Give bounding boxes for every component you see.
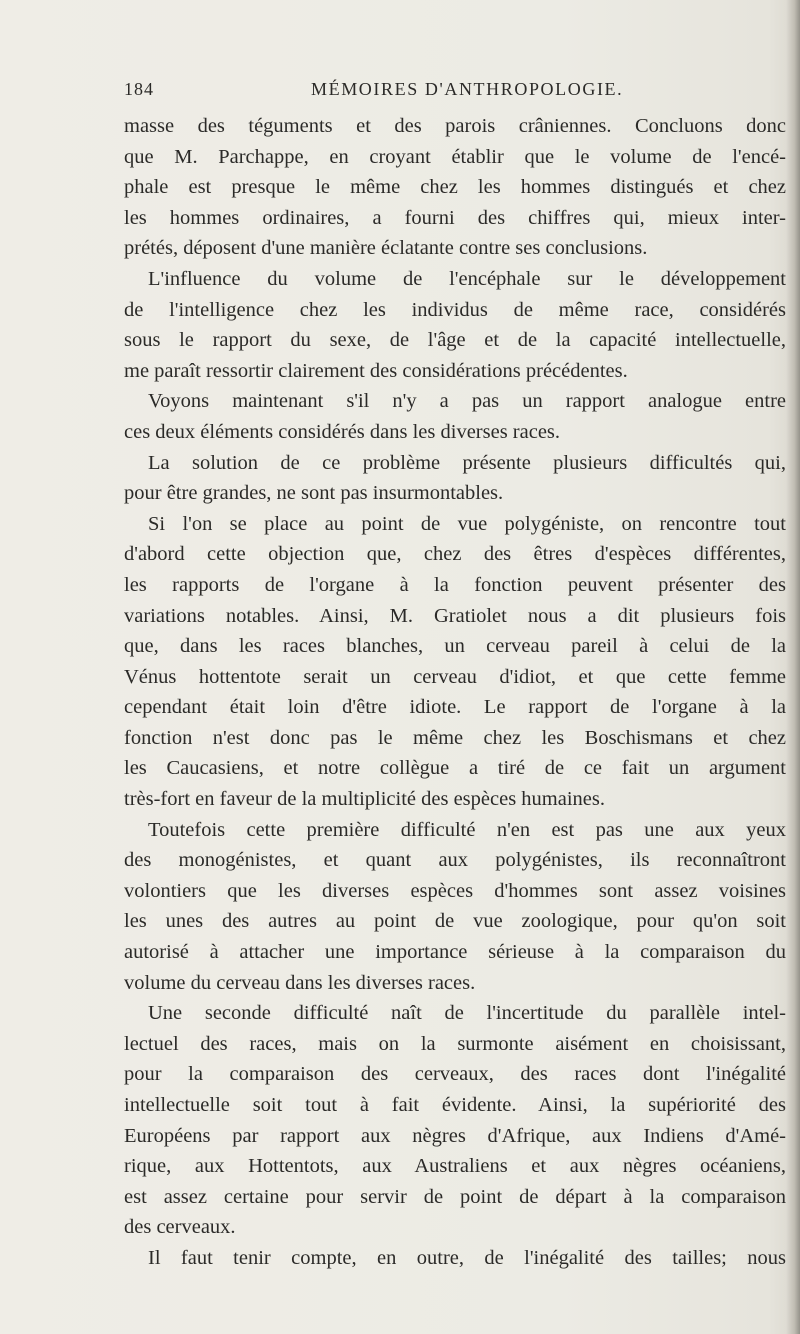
text-line: les hommes ordinaires, a fourni des chiffres qui, mieux inter- <box>124 206 786 229</box>
text-line: Il faut tenir compte, en outre, de l'inégalité des tailles; nous <box>148 1246 786 1269</box>
text-line: de l'intelligence chez les individus de même race, considérés <box>124 298 786 321</box>
text-line: Vénus hottentote serait un cerveau d'idiot, et que cette femme <box>124 665 786 688</box>
text-line: est assez certaine pour servir de point de départ à la comparaison <box>124 1185 786 1208</box>
text-line: que, dans les races blanches, un cerveau pareil à celui de la <box>124 635 786 658</box>
text-line: pour la comparaison des cerveaux, des races dont l'inégalité <box>124 1063 786 1086</box>
text-line: La solution de ce problème présente plusieurs difficultés qui, <box>148 451 786 474</box>
text-line: masse des téguments et des parois crâniennes. Concluons donc <box>124 115 786 137</box>
text-line: cependant était loin d'être idiote. Le rapport de l'organe à la <box>124 696 786 719</box>
text-line: variations notables. Ainsi, M. Gratiolet nous a dit plusieurs fois <box>124 604 786 627</box>
text-line: volume du cerveau dans les diverses races. <box>124 971 476 994</box>
text-line: pour être grandes, ne sont pas insurmontables. <box>124 482 504 505</box>
text-line: les rapports de l'organe à la fonction peuvent présenter des <box>124 573 786 596</box>
text-line: Toutefois cette première difficulté n'en est pas une aux yeux <box>148 818 786 841</box>
body-text <box>124 111 786 1274</box>
text-line: Si l'on se place au point de vue polygéniste, on rencontre tout <box>148 512 786 535</box>
text-line: que M. Parchappe, en croyant établir que le volume de l'encé- <box>124 145 786 168</box>
text-line: les unes des autres au point de vue zoologique, pour qu'on soit <box>124 910 786 933</box>
text-line: rique, aux Hottentots, aux Australiens et aux nègres océaniens, <box>124 1155 786 1178</box>
page-edge-shadow <box>786 0 800 1334</box>
text-line: intellectuelle soit tout à fait évidente. Ainsi, la supériorité des <box>124 1094 786 1116</box>
page-number: 184 <box>124 79 154 99</box>
text-line: Voyons maintenant s'il n'y a pas un rapport analogue entre <box>148 390 786 413</box>
text-line: L'influence du volume de l'encéphale sur le développement <box>148 267 786 290</box>
text-line: des cerveaux. <box>124 1216 236 1239</box>
text-line: des monogénistes, et quant aux polygénistes, ils reconnaîtront <box>124 849 786 872</box>
running-header <box>124 79 784 109</box>
text-line: sous le rapport du sexe, de l'âge et de la capacité intellectuelle, <box>124 329 786 352</box>
text-line: prétés, déposent d'une manière éclatante contre ses conclusions. <box>124 237 648 260</box>
text-line: volontiers que les diverses espèces d'hommes sont assez voisines <box>124 879 786 902</box>
text-line: d'abord cette objection que, chez des êtres d'espèces différentes, <box>124 543 786 566</box>
text-line: très-fort en faveur de la multiplicité des espèces humaines. <box>124 788 605 811</box>
text-line: me paraît ressortir clairement des considérations précédentes. <box>124 359 628 382</box>
running-title: MÉMOIRES D'ANTHROPOLOGIE. <box>311 79 624 99</box>
text-line: autorisé à attacher une importance sérieuse à la comparaison du <box>124 941 786 964</box>
text-line: Une seconde difficulté naît de l'incertitude du parallèle intel- <box>148 1002 786 1025</box>
text-line: les Caucasiens, et notre collègue a tiré de ce fait un argument <box>124 757 786 780</box>
text-line: ces deux éléments considérés dans les diverses races. <box>124 420 561 443</box>
text-line: phale est presque le même chez les hommes distingués et chez <box>124 176 786 199</box>
text-line: lectuel des races, mais on la surmonte aisément en choisissant, <box>124 1032 786 1055</box>
text-line: Européens par rapport aux nègres d'Afrique, aux Indiens d'Amé- <box>124 1124 786 1147</box>
text-line: fonction n'est donc pas le même chez les Boschismans et chez <box>124 726 786 749</box>
